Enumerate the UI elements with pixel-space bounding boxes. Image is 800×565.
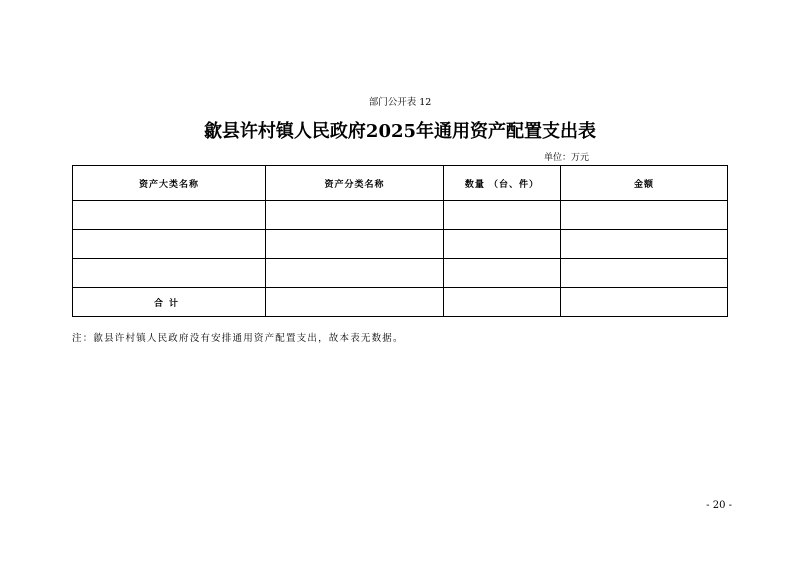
table-cell <box>266 201 444 230</box>
table-cell <box>444 288 561 317</box>
page-number: - 20 - <box>706 500 732 511</box>
table-cell <box>73 259 266 288</box>
table-cell <box>444 201 561 230</box>
table-cell <box>266 259 444 288</box>
table-cell <box>266 288 444 317</box>
table-cell <box>73 230 266 259</box>
table-cell <box>561 201 728 230</box>
unit-label: 单位：万元 <box>543 153 589 163</box>
table-label: 部门公开表 12 <box>368 97 432 108</box>
table-row <box>73 259 728 288</box>
table-cell <box>561 288 728 317</box>
table-cell <box>561 259 728 288</box>
total-row <box>73 288 728 317</box>
table-cell <box>73 201 266 230</box>
table-cell <box>266 230 444 259</box>
column-header-amount: 金额 <box>561 166 728 201</box>
column-header-asset-category: 资产大类名称 <box>73 166 266 201</box>
table-header-row <box>73 166 728 201</box>
table-cell <box>561 230 728 259</box>
asset-expenditure-table <box>72 165 728 317</box>
column-header-asset-class: 资产分类名称 <box>266 166 444 201</box>
table-row <box>73 230 728 259</box>
total-label: 合计 <box>73 288 266 317</box>
footnote: 注：歙县许村镇人民政府没有安排通用资产配置支出，故本表无数据。 <box>72 333 404 344</box>
table-cell <box>444 230 561 259</box>
table-row <box>73 201 728 230</box>
column-header-quantity: 数量 （台、件） <box>444 166 561 201</box>
document-title: 歙县许村镇人民政府2025年通用资产配置支出表 <box>203 121 597 142</box>
table-cell <box>444 259 561 288</box>
